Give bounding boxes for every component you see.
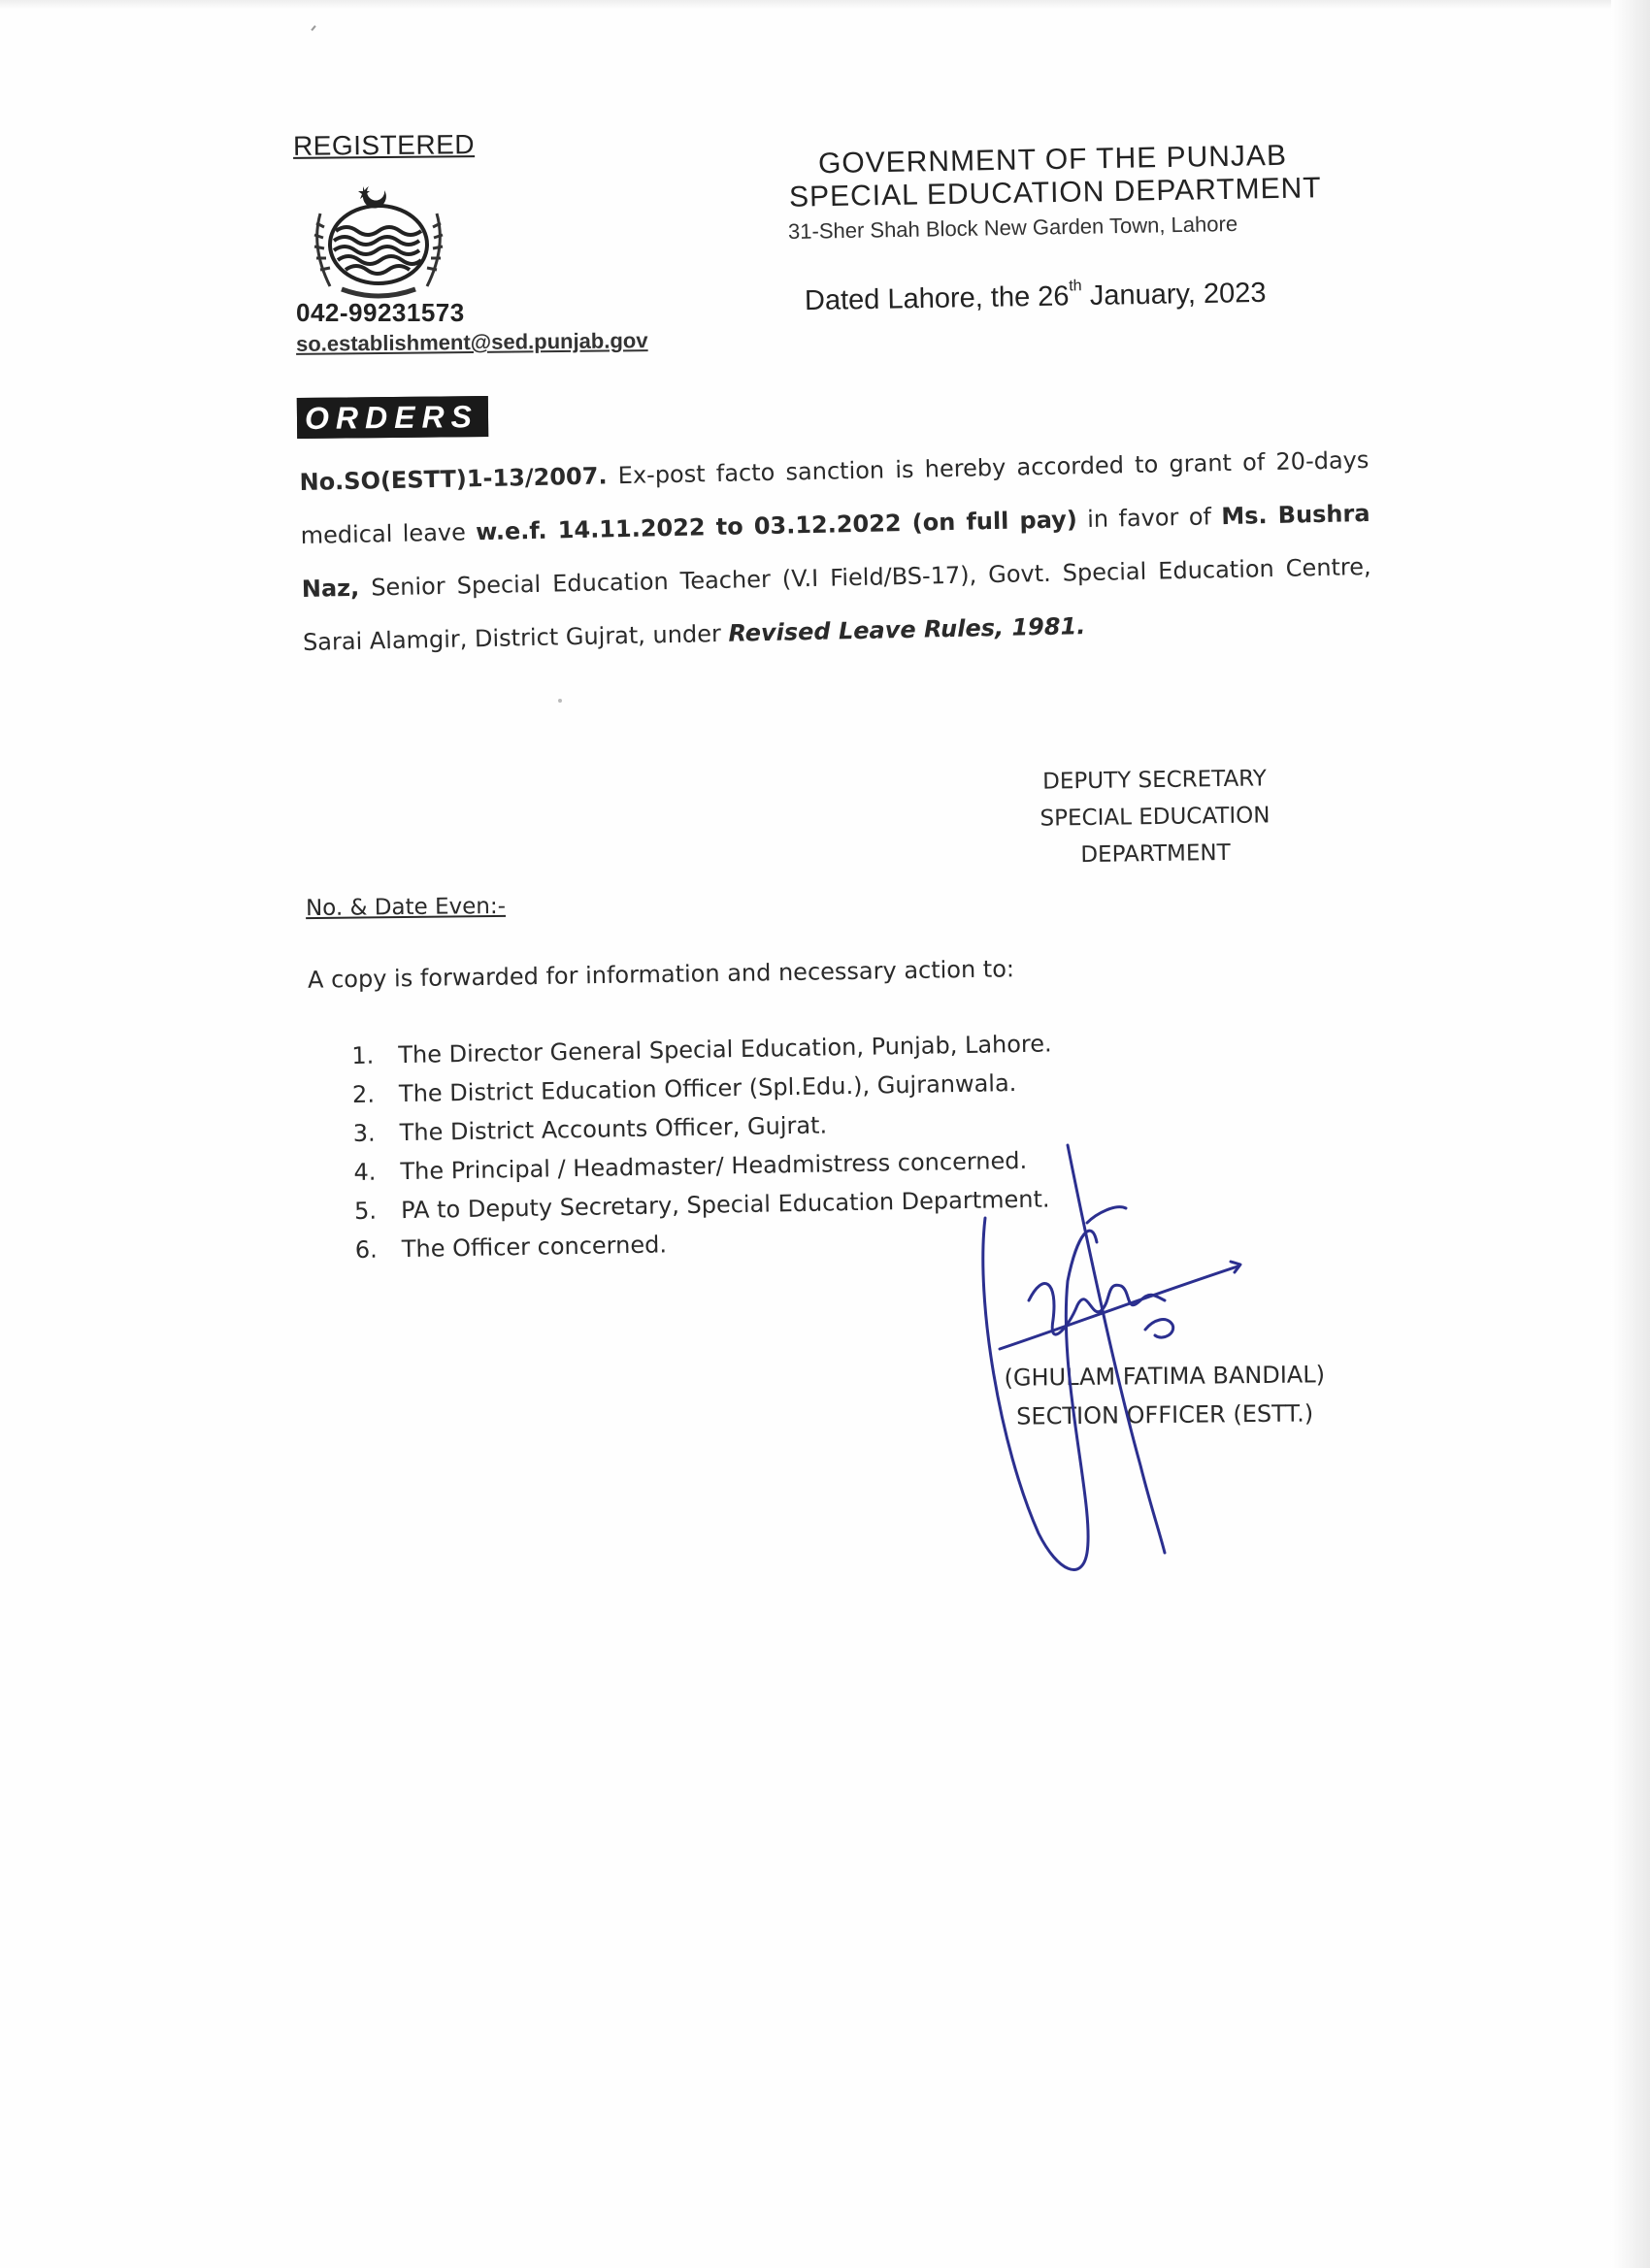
leave-rules: Revised Leave Rules, 1981. [728, 612, 1086, 647]
forward-text: A copy is forwarded for information and necessary action to: [307, 955, 1015, 994]
list-text: The Principal / Headmaster/ Headmistress concerned. [400, 1146, 1028, 1186]
list-text: PA to Deputy Secretary, Special Education Department. [400, 1185, 1050, 1225]
list-text: The Director General Special Education, Punjab, Lahore. [398, 1030, 1052, 1069]
punjab-emblem-icon [303, 175, 453, 301]
list-number: 1. [351, 1041, 375, 1069]
email-address: so.establishment@sed.punjab.gov [295, 328, 648, 356]
list-text: The District Accounts Officer, Gujrat. [399, 1111, 828, 1147]
order-number: No.SO(ESTT)1-13/2007. [299, 462, 608, 496]
department-address: 31-Sher Shah Block New Garden Town, Lahore [787, 211, 1238, 245]
order-text-3: Senior Special Education Teacher (V.I Field/BS-17), Govt. Special Education Centre, Sarai Alamgir, District Gujrat, under [302, 552, 1371, 656]
order-text-2: in favor of [1076, 503, 1222, 534]
list-number: 6. [354, 1235, 378, 1264]
officer-name: (GHULAM FATIMA BANDIAL) [1004, 1361, 1326, 1392]
phone-number: 042-99231573 [296, 298, 465, 327]
date-month-year: January, 2023 [1081, 277, 1267, 312]
handwritten-signature [922, 1126, 1310, 1592]
officer-title: SECTION OFFICER (ESTT.) [1016, 1399, 1314, 1430]
deputy-secretary-block [1008, 760, 1302, 874]
signatory-title-line-3: DEPARTMENT [1080, 839, 1231, 869]
signatory-title-line-2: SPECIAL EDUCATION [1040, 803, 1270, 832]
date-line [805, 278, 1267, 317]
scan-mark [311, 25, 315, 31]
orders-badge: ORDERS [297, 396, 488, 439]
list-number: 5. [353, 1197, 378, 1225]
employee-name: Ms. Bushra Naz, [301, 499, 1370, 603]
list-text: The Officer concerned. [401, 1231, 668, 1264]
list-text: The District Education Officer (Spl.Edu.), Gujranwala. [398, 1069, 1017, 1108]
date-prefix: Dated Lahore, the 26 [804, 280, 1070, 317]
list-number: 3. [352, 1119, 376, 1147]
scan-speck [558, 699, 562, 703]
government-heading: GOVERNMENT OF THE PUNJAB [817, 139, 1288, 181]
order-paragraph [299, 434, 1372, 670]
date-suffix-sup: th [1069, 278, 1082, 295]
order-text-1: Ex-post facto sanction is hereby accorded to grant of 20-days medical leave [300, 445, 1370, 549]
scan-edge-right [1611, 0, 1650, 2268]
list-number: 4. [353, 1158, 377, 1186]
scan-edge-top [0, 0, 1650, 10]
list-number: 2. [351, 1080, 376, 1108]
leave-period: w.e.f. 14.11.2022 to 03.12.2022 (on full pay) [475, 506, 1078, 546]
signatory-title-line-1: DEPUTY SECRETARY [1041, 766, 1267, 795]
department-heading: SPECIAL EDUCATION DEPARTMENT [788, 172, 1322, 214]
registered-label: REGISTERED [292, 129, 476, 161]
no-date-even: No. & Date Even:- [305, 893, 507, 922]
